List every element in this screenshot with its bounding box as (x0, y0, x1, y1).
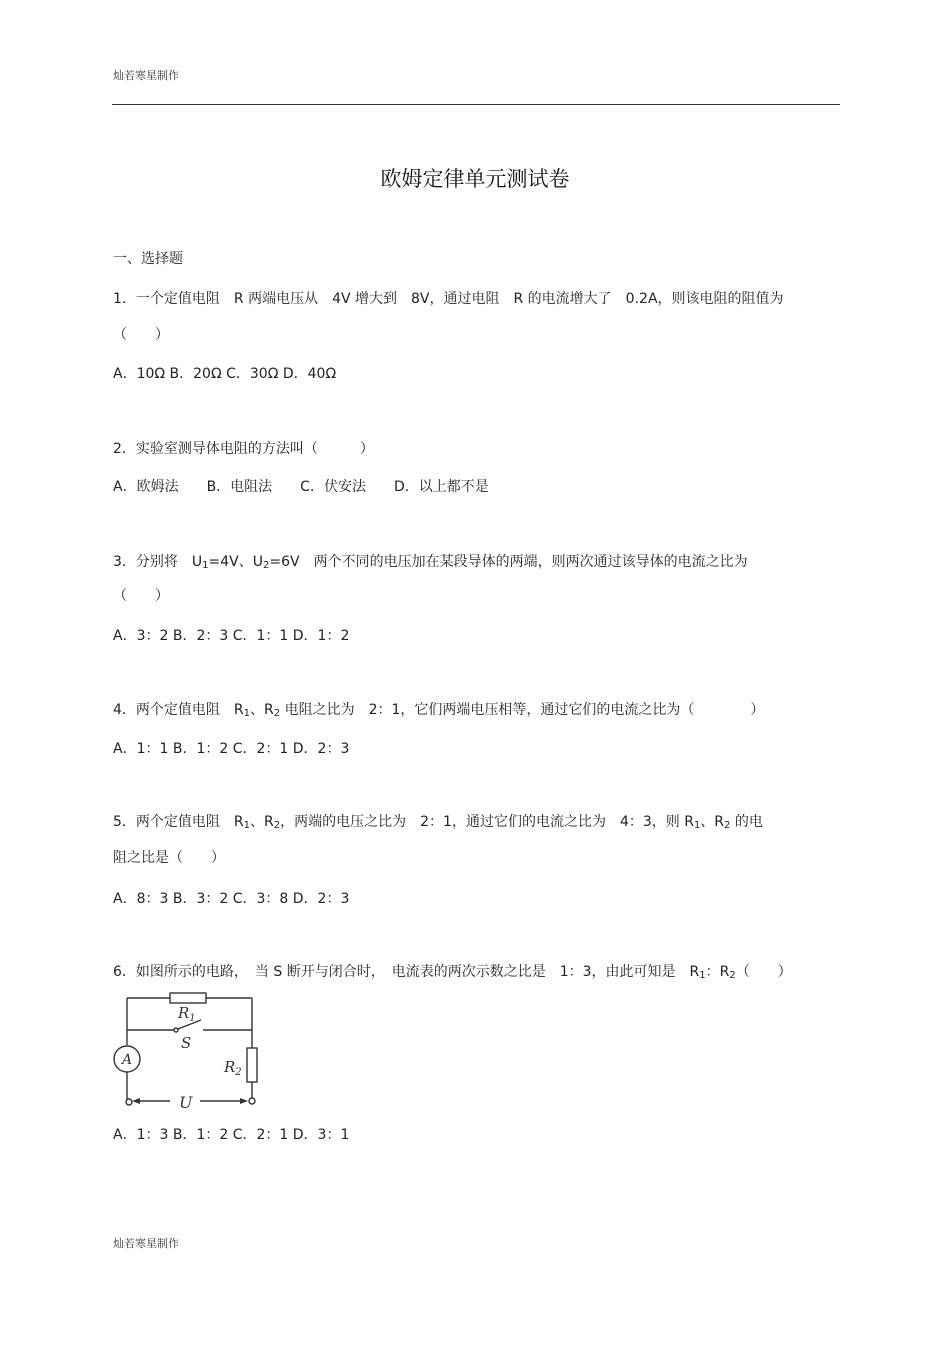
q6-text-b: ：R (705, 964, 730, 980)
question-5-text-cont: 阻之比是（ ） (113, 850, 225, 866)
question-1-text: 1．一个定值电阻 R 两端电压从 4V 增大到 8V，通过电阻 R 的电流增大了 0.2A，则该电阻的阻值为 (113, 291, 784, 307)
question-3-blank: （ ） (113, 588, 169, 604)
question-2-text: 2．实验室测导体电阻的方法叫（ ） (113, 441, 374, 457)
question-2-options: A．欧姆法 B．电阻法 C．伏安法 D．以上都不是 (113, 479, 489, 495)
q5-sub-3: 1 (693, 820, 701, 831)
q6-sub-2: 2 (729, 970, 736, 981)
question-1-blank: （ ） (113, 327, 169, 343)
q3-text-b: =4V、U (208, 554, 263, 570)
q4-text-c: 电阻之比为 2：1，它们两端电压相等，通过它们的电流之比为（ ） (280, 702, 765, 718)
r2-label: $R_2$ (224, 1058, 242, 1078)
q5-text-d: 、R (700, 814, 725, 830)
resistor-r2 (247, 1048, 257, 1082)
q5-sub-2: 2 (273, 820, 281, 831)
q4-sub-1: 1 (243, 708, 251, 719)
q6-sub-1: 1 (699, 970, 706, 981)
q5-text-c: ，两端的电压之比为 2：1，通过它们的电流之比为 4：3，则 R (280, 814, 694, 830)
switch-s-label: S (181, 1034, 192, 1052)
q4-sub-2: 2 (273, 708, 281, 719)
question-3-options: A．3：2 B．2：3 C．1：1 D．1：2 (113, 628, 350, 644)
q5-text-a: 5．两个定值电阻 R (113, 814, 244, 830)
voltage-u-label: U (179, 1093, 193, 1112)
q6-text-c: （ ） (735, 964, 792, 980)
q5-text-b: 、R (250, 814, 274, 830)
circuit-diagram (108, 990, 268, 1112)
question-4-options: A．1：1 B．1：2 C．2：1 D．2：3 (113, 741, 350, 757)
q3-sub-1: 1 (202, 560, 209, 571)
page-header: 灿若寒星制作 (113, 69, 179, 82)
page-title: 欧姆定律单元测试卷 (380, 167, 570, 191)
q3-text-c: =6V 两个不同的电压加在某段导体的两端，则两次通过该导体的电流之比为 (269, 554, 748, 570)
question-1-options: A．10Ω B．20Ω C．30Ω D．40Ω (113, 366, 337, 382)
r1-label: $R_1$ (178, 1004, 196, 1024)
terminal-right-icon (249, 1098, 255, 1104)
resistor-r1 (170, 993, 206, 1003)
terminal-left-icon (126, 1099, 132, 1105)
section-heading: 一、选择题 (113, 251, 183, 267)
switch-contact-icon (174, 1028, 178, 1032)
q5-sub-1: 1 (243, 820, 251, 831)
question-3-text (113, 551, 748, 571)
question-6-options: A．1：3 B．1：2 C．2：1 D．3：1 (113, 1127, 350, 1143)
header-rule (112, 104, 840, 105)
arrow-right-icon (240, 1098, 248, 1104)
q3-text-a: 3．分别将 U (113, 554, 203, 570)
question-5-options: A．8：3 B．3：2 C．3：8 D．2：3 (113, 891, 350, 907)
question-6-text (113, 961, 792, 981)
arrow-left-icon (132, 1098, 140, 1104)
page-footer: 灿若寒星制作 (113, 1237, 179, 1250)
q4-text-a: 4．两个定值电阻 R (113, 702, 244, 718)
q6-text-a: 6．如图所示的电路， 当 S 断开与闭合时， 电流表的两次示数之比是 1：3，由此可知是 R (113, 964, 700, 980)
q5-text-e: 的电 (730, 814, 763, 830)
q5-sub-4: 2 (724, 820, 731, 831)
question-5-text (113, 811, 763, 831)
q4-text-b: 、R (250, 702, 274, 718)
ammeter-label: A (122, 1052, 133, 1068)
q3-sub-2: 2 (263, 560, 270, 571)
question-4-text (113, 699, 764, 719)
